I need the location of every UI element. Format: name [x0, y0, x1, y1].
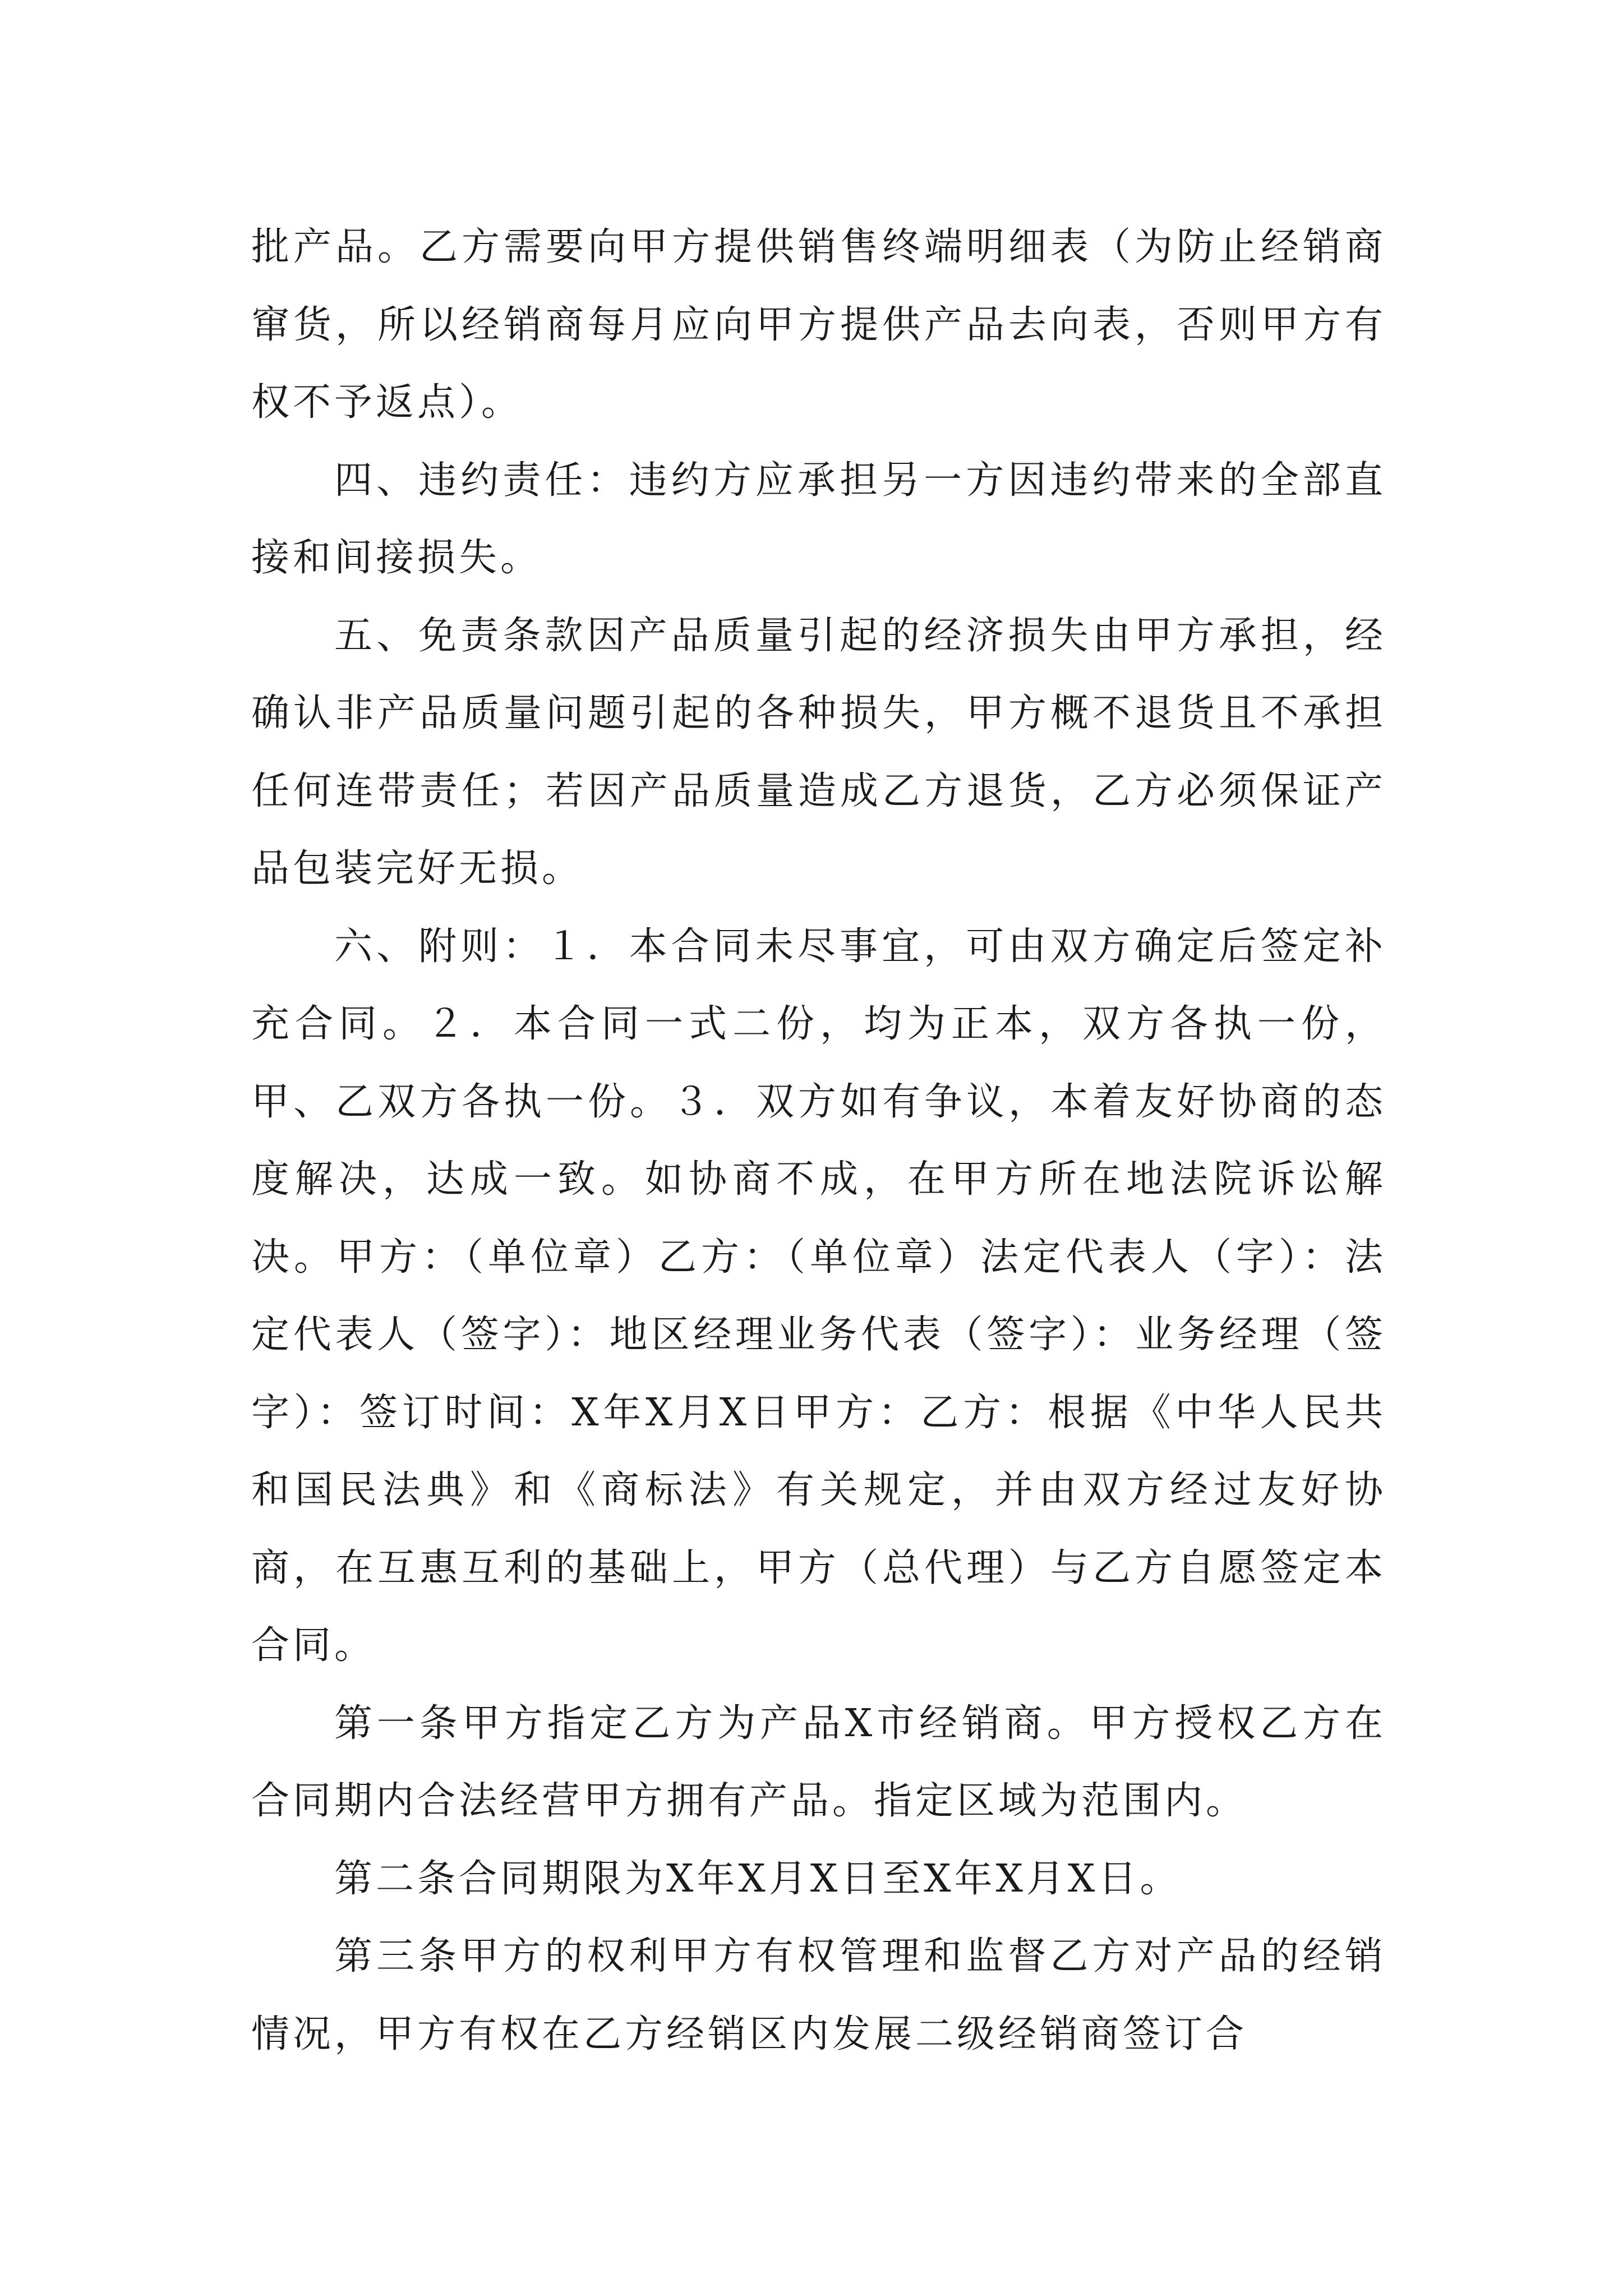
paragraph-supplementary-provisions: 六、附则：１．本合同未尽事宜，可由双方确定后签定补充合同。２．本合同一式二份，均为正本，双方各执一份，甲、乙双方各执一份。３．双方如有争议，本着友好协商的态度解决，达成一致。如协商不成，在甲方所在地法院诉讼解决。甲方：（单位章）乙方：（单位章）法定代表人（字）：法定代表人（签字）：地区经理业务代表（签字）：业务经理（签字）：签订时间：X年X月X日甲方：乙方：根据《中华人民共和国民法典》和《商标法》有关规定，并由双方经过友好协商，在互惠互利的基础上，甲方（总代理）与乙方自愿签定本合同。	[251, 924, 1386, 1668]
paragraph-article-two: 第二条合同期限为X年X月X日至X年X月X日。	[334, 1856, 1182, 1901]
paragraph-article-one: 第一条甲方指定乙方为产品X市经销商。甲方授权乙方在合同期内合法经营甲方拥有产品。指定区域为范围内。	[251, 1701, 1386, 1823]
document-body	[251, 209, 1386, 2073]
paragraph-article-three: 第三条甲方的权利甲方有权管理和监督乙方对产品的经销情况，甲方有权在乙方经销区内发展二级经销商签订合	[251, 1934, 1386, 2056]
paragraph-breach-liability: 四、违约责任：违约方应承担另一方因违约带来的全部直接和间接损失。	[251, 458, 1386, 580]
paragraph-continuation-return-policy: 批产品。乙方需要向甲方提供销售终端明细表（为防止经销商窜货，所以经销商每月应向甲方提供产品去向表，否则甲方有权不予返点）。	[251, 225, 1386, 425]
paragraph-disclaimer: 五、免责条款因产品质量引起的经济损失由甲方承担，经确认非产品质量问题引起的各种损失，甲方概不退货且不承担任何连带责任；若因产品质量造成乙方退货，乙方必须保证产品包装完好无损。	[251, 613, 1386, 891]
